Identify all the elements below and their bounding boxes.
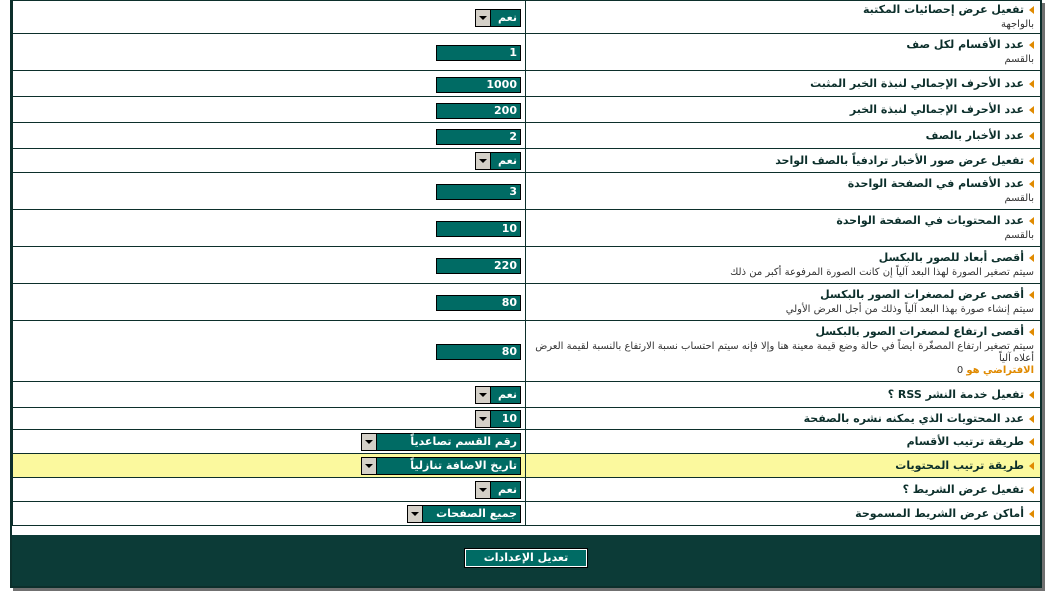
setting-label-cell — [526, 1, 1041, 34]
number-input[interactable]: 10 — [436, 221, 521, 237]
setting-label-cell — [526, 284, 1041, 321]
setting-value-cell — [13, 247, 526, 284]
number-input[interactable]: 2 — [436, 129, 521, 145]
setting-value-cell — [13, 284, 526, 321]
setting-label-text: عدد الأقسام لكل صف — [906, 38, 1024, 51]
setting-value-cell — [13, 408, 526, 430]
bullet-arrow-icon — [1029, 157, 1034, 165]
setting-label-cell — [526, 454, 1041, 478]
bullet-arrow-icon — [1029, 391, 1034, 399]
number-input[interactable]: 1000 — [436, 77, 521, 93]
bullet-arrow-icon — [1029, 486, 1034, 494]
dropdown-select[interactable] — [475, 481, 521, 499]
bullet-arrow-icon — [1029, 438, 1034, 446]
setting-label — [530, 507, 1034, 521]
setting-label — [530, 77, 1034, 91]
setting-label — [530, 412, 1034, 426]
setting-description: بالقسم — [1004, 230, 1034, 241]
setting-label — [530, 129, 1034, 143]
setting-label-text: عدد الأخبار بالصف — [925, 128, 1024, 142]
setting-label-text: طريقة ترتيب المحتويات — [895, 458, 1024, 472]
bullet-arrow-icon — [1029, 132, 1034, 140]
dropdown-value: رقم القسم تصاعدياً — [377, 434, 520, 450]
dropdown-select[interactable] — [475, 152, 521, 170]
chevron-down-icon[interactable] — [408, 506, 423, 522]
setting-label-text: عدد الأحرف الإجمالي لنبذة الخبر المثبت — [810, 76, 1024, 90]
save-settings-button[interactable]: تعديل الإعدادات — [465, 549, 587, 567]
setting-label — [530, 251, 1034, 265]
bullet-arrow-icon — [1029, 415, 1034, 423]
setting-row — [13, 284, 1041, 321]
bullet-arrow-icon — [1029, 291, 1034, 299]
bullet-arrow-icon — [1029, 180, 1034, 188]
setting-row — [13, 173, 1041, 210]
setting-label-text: عدد الأحرف الإجمالي لنبذة الخبر — [849, 102, 1024, 116]
bullet-arrow-icon — [1029, 254, 1034, 262]
setting-value-cell — [13, 430, 526, 454]
bullet-arrow-icon — [1029, 462, 1034, 470]
setting-label-text: أقصى ارتفاع لمصغرات الصور بالبكسل — [815, 325, 1024, 338]
dropdown-value: نعم — [491, 153, 520, 169]
setting-row — [13, 71, 1041, 97]
setting-value-cell — [13, 454, 526, 478]
form-footer — [12, 535, 1040, 586]
setting-value-cell — [13, 149, 526, 173]
setting-row — [13, 1, 1041, 34]
setting-label — [530, 154, 1034, 168]
setting-row — [13, 247, 1041, 284]
chevron-down-icon[interactable] — [476, 387, 491, 403]
setting-label-text: أقصى أبعاد للصور بالبكسل — [878, 251, 1024, 264]
setting-default — [530, 365, 1034, 377]
chevron-down-icon[interactable] — [476, 10, 491, 26]
chevron-down-icon[interactable] — [476, 411, 491, 427]
setting-label — [530, 435, 1034, 449]
setting-label-cell — [526, 478, 1041, 502]
setting-value-cell — [13, 71, 526, 97]
setting-value-cell — [13, 173, 526, 210]
setting-value-cell — [13, 478, 526, 502]
bullet-arrow-icon — [1029, 106, 1034, 114]
setting-label-cell — [526, 97, 1041, 123]
setting-label — [530, 459, 1034, 473]
setting-description: سيتم تصغير الصورة لهذا البعد آلياً إن كانت الصورة المرفوعة أكبر من ذلك — [730, 267, 1034, 278]
setting-label-cell — [526, 123, 1041, 149]
bullet-arrow-icon — [1029, 328, 1034, 336]
setting-row — [13, 321, 1041, 382]
setting-description: سيتم إنشاء صورة بهذا البعد آلياً وذلك من أجل العرض الأولي — [785, 304, 1034, 315]
chevron-down-icon[interactable] — [362, 434, 377, 450]
setting-description: بالقسم — [1004, 54, 1034, 65]
dropdown-value: تاريخ الاضافة تنازلياً — [377, 458, 520, 474]
bullet-arrow-icon — [1029, 510, 1034, 518]
setting-label — [530, 288, 1034, 302]
setting-row — [13, 382, 1041, 408]
setting-label — [530, 38, 1034, 52]
setting-label — [530, 177, 1034, 191]
dropdown-value: نعم — [491, 482, 520, 498]
bullet-arrow-icon — [1029, 41, 1034, 49]
setting-label-text: تفعيل خدمة النشر RSS ؟ — [887, 387, 1024, 401]
setting-label — [530, 325, 1034, 339]
setting-label-text: طريقة ترتيب الأقسام — [906, 434, 1024, 448]
setting-value-cell — [13, 123, 526, 149]
setting-row — [13, 123, 1041, 149]
setting-label-cell — [526, 408, 1041, 430]
setting-label-text: عدد المحتويات الذي يمكنه نشره بالصفحة — [803, 411, 1024, 425]
setting-value-cell — [13, 382, 526, 408]
setting-label-text: أماكن عرض الشريط المسموحة — [855, 506, 1024, 520]
dropdown-value: نعم — [491, 387, 520, 403]
dropdown-value: 10 — [491, 411, 520, 427]
number-input[interactable]: 200 — [436, 103, 521, 119]
setting-value-cell — [13, 34, 526, 71]
setting-label-text: تفعيل عرض الشريط ؟ — [902, 482, 1024, 496]
settings-panel — [10, 0, 1042, 588]
setting-label-text: أقصى عرض لمصغرات الصور بالبكسل — [820, 288, 1024, 301]
setting-value-cell — [13, 321, 526, 382]
setting-label-cell — [526, 71, 1041, 97]
bullet-arrow-icon — [1029, 6, 1034, 14]
chevron-down-icon[interactable] — [476, 482, 491, 498]
dropdown-value: نعم — [491, 10, 520, 26]
setting-label-cell — [526, 210, 1041, 247]
setting-row — [13, 502, 1041, 526]
setting-description: سيتم تصغير ارتفاع المصغّرة ايضاً في حالة وضع قيمة معينة هنا وإلا فإنه سيتم احتساب نسبة الارتفاع بالنسبة لقيمة العرض أعلاه آلياً — [535, 341, 1034, 364]
setting-row — [13, 34, 1041, 71]
setting-row — [13, 210, 1041, 247]
setting-label — [530, 3, 1034, 17]
chevron-down-icon[interactable] — [362, 458, 377, 474]
setting-label-text: تفعيل عرض إحصائيات المكتبة — [862, 3, 1024, 16]
default-value: 0 — [956, 365, 964, 376]
dropdown-select[interactable] — [475, 410, 521, 428]
setting-label — [530, 388, 1034, 402]
setting-value-cell — [13, 97, 526, 123]
dropdown-select[interactable] — [361, 457, 521, 475]
setting-row — [13, 149, 1041, 173]
dropdown-select[interactable] — [407, 505, 521, 523]
setting-label-text: تفعيل عرض صور الأخبار ترادفياً بالصف الواحد — [775, 153, 1024, 167]
number-input[interactable]: 220 — [436, 258, 521, 274]
setting-label-cell — [526, 34, 1041, 71]
number-input[interactable]: 1 — [436, 45, 521, 61]
setting-label-cell — [526, 382, 1041, 408]
dropdown-select[interactable] — [475, 386, 521, 404]
setting-value-cell — [13, 210, 526, 247]
setting-label-cell — [526, 502, 1041, 526]
bullet-arrow-icon — [1029, 80, 1034, 88]
setting-label — [530, 483, 1034, 497]
dropdown-select[interactable] — [475, 9, 521, 27]
setting-label-text: عدد الأقسام في الصفحة الواحدة — [847, 177, 1024, 190]
setting-label-cell — [526, 430, 1041, 454]
setting-row — [13, 430, 1041, 454]
bullet-arrow-icon — [1029, 217, 1034, 225]
default-label: الافتراضي هو — [966, 365, 1034, 376]
setting-row — [13, 454, 1041, 478]
settings-table — [12, 0, 1041, 526]
setting-label-cell — [526, 149, 1041, 173]
setting-value-cell — [13, 502, 526, 526]
chevron-down-icon[interactable] — [476, 153, 491, 169]
setting-row — [13, 408, 1041, 430]
setting-description: بالقسم — [1004, 193, 1034, 204]
setting-label-cell — [526, 247, 1041, 284]
dropdown-select[interactable] — [361, 433, 521, 451]
number-input[interactable]: 80 — [436, 295, 521, 311]
dropdown-value: جميع الصفحات — [423, 506, 520, 522]
number-input[interactable]: 3 — [436, 184, 521, 200]
number-input[interactable]: 80 — [436, 344, 521, 360]
setting-description: بالواجهة — [1001, 19, 1034, 30]
setting-row — [13, 478, 1041, 502]
setting-label-cell — [526, 321, 1041, 382]
settings-rows — [13, 1, 1041, 526]
setting-row — [13, 97, 1041, 123]
setting-label-cell — [526, 173, 1041, 210]
setting-label — [530, 103, 1034, 117]
setting-label — [530, 214, 1034, 228]
setting-value-cell — [13, 1, 526, 34]
setting-label-text: عدد المحتويات في الصفحة الواحدة — [836, 214, 1024, 227]
